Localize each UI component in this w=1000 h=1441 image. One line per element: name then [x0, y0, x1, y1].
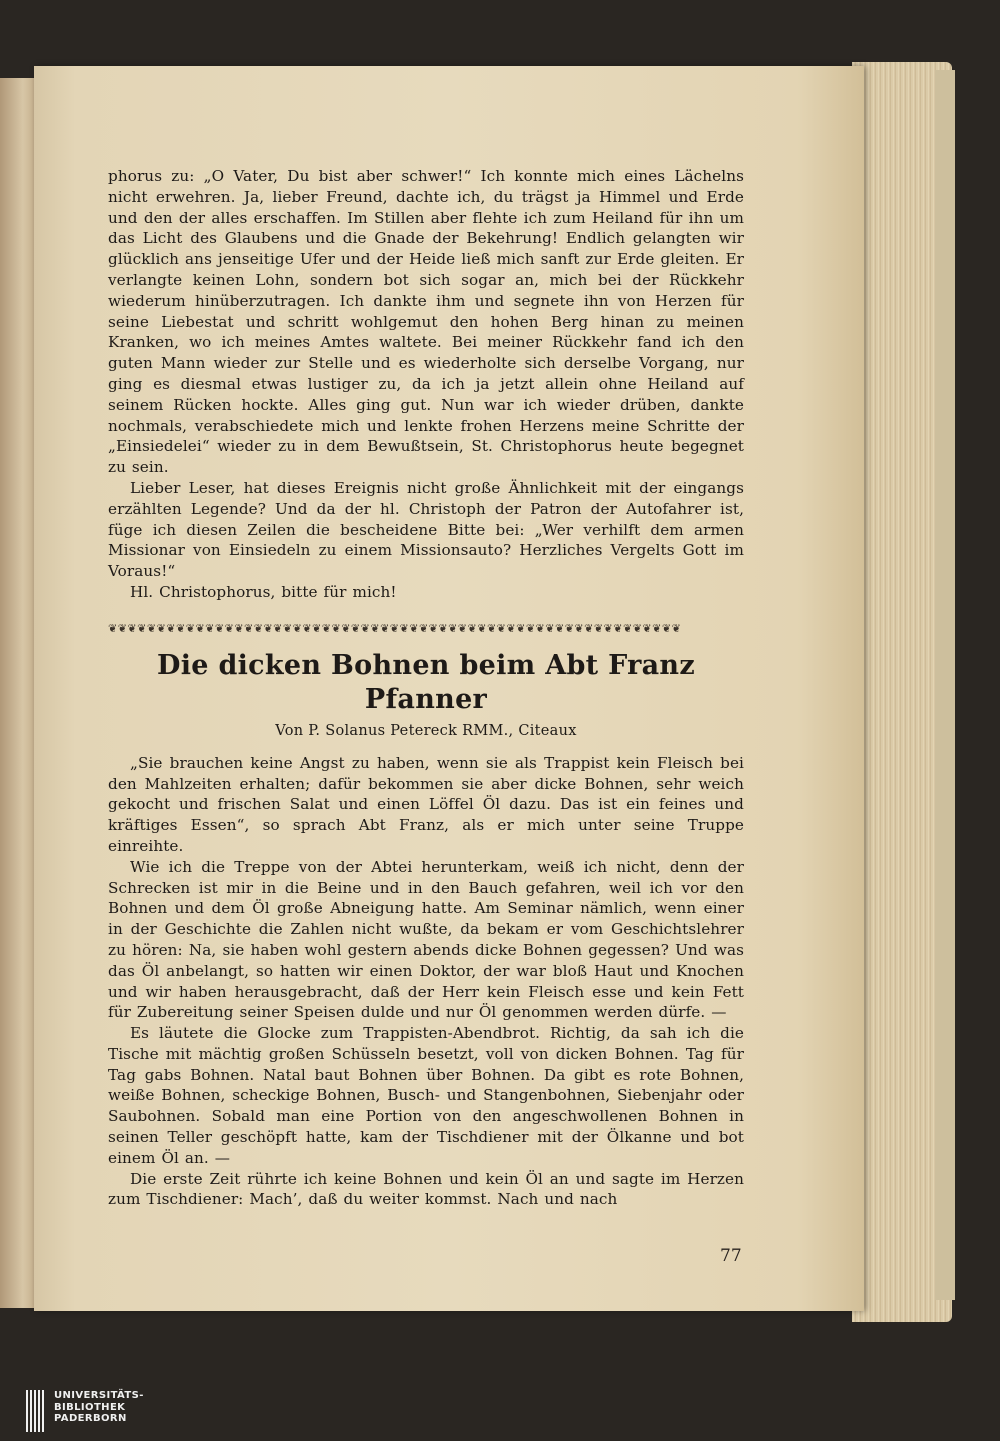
library-name — [54, 1390, 144, 1425]
paragraph: Die erste Zeit rührte ich keine Bohnen und kein Öl an und sagte im Herzen zum Tischdiener: Mach’, daß du weiter kommst. Nach und nach — [108, 1169, 744, 1209]
library-logo-icon — [26, 1390, 46, 1432]
book-page — [34, 66, 864, 1311]
library-name-line: UNIVERSITÄTS- — [54, 1390, 144, 1401]
paragraph: Es läutete die Glocke zum Trappisten-Abendbrot. Richtig, da sah ich die Tische mit mächtig großen Schüsseln besetzt, voll von dicken Bohnen. Tag für Tag gabs Bohnen. Natal baut Bohnen über Bohnen. Da gibt es rote Bohnen, weiße Bohnen, scheckige Bohnen, Busch- und Stangenbohnen, Siebenjahr oder Saubohnen. Sobald man eine Portion von den angeschwollenen Bohnen in seinen Teller geschöpft hatte, kam der Tischdiener mit der Ölkanne und bot einem Öl an. — — [108, 1024, 744, 1167]
book-cover-edge — [935, 70, 955, 1300]
library-name-line: PADERBORN — [54, 1413, 127, 1424]
paragraph: Wie ich die Treppe von der Abtei herunterkam, weiß ich nicht, denn der Schrecken ist mir in die Beine und in den Bauch gefahren, weil ich vor den Bohnen und dem Öl große Abneigung hatte. Am Seminar nämlich, wenn einer in der Geschichte die Zahlen nicht wußte, da bekam er vom Geschichtslehrer zu hören: Na, sie haben wohl gestern abends dicke Bohnen gegessen? Und was das Öl anbelangt, so hatten wir einen Doktor, der war bloß Haut und Knochen und wir haben herausgebracht, daß der Herr kein Fleisch esse und kein Fett für Zubereitung seiner Speisen dulde und nur Öl genommen werden dürfe. — — [108, 857, 744, 1022]
paragraph: Hl. Christophorus, bitte für mich! — [130, 582, 397, 601]
paragraph: phorus zu: „O Vater, Du bist aber schwer!“ Ich konnte mich eines Lächelns nicht erwehren. Ja, lieber Freund, dachte ich, du trägst ja Himmel und Erde und den der alles erschaffen. Im Stillen aber flehte ich zum Heiland für ihn um das Licht des Glaubens und die Gnade der Bekehrung! Endlich gelangten wir glücklich ans jenseitige Ufer und der Heide ließ mich sanft zur Erde gleiten. Er verlangte keinen Lohn, sondern bot sich sogar an, mich bei der Rückkehr wiederum hinüberzutragen. Ich dankte ihm und segnete ihn von Herzen für seine Liebestat und schritt wohlgemut den hohen Berg hinan zu meinen Kranken, wo ich meines Amtes waltete. Bei meiner Rückkehr fand ich den guten Mann wieder zur Stelle und es wiederholte sich derselbe Vorgang, nur ging es diesmal etwas lustiger zu, da ich ja jetzt allein ohne Heiland auf seinem Rücken hockte. Alles ging gut. Nun war ich wieder drüben, dankte nochmals, verabschiedete mich und lenkte frohen Herzens meine Schritte der „Einsiedelei“ wieder zu in dem Bewußtsein, St. Christophorus heute begegnet zu sein. — [108, 167, 744, 477]
paragraph: Lieber Leser, hat dieses Ereignis nicht große Ähnlichkeit mit der eingangs erzählten Legende? Und da der hl. Christoph der Patron der Autofahrer ist, füge ich diesen Zeilen die bescheidene Bitte bei: „Wer verhilft dem armen Missionar von Einsiedeln zu einem Missionsauto? Herzliches Vergelts Gott im Voraus!“ — [108, 478, 744, 581]
article-title: Die dicken Bohnen beim Abt Franz Pfanner — [157, 649, 695, 715]
article-byline: Von P. Solanus Petereck RMM., Citeaux — [275, 722, 577, 739]
page-content — [108, 166, 744, 1210]
library-name-line: BIBLIOTHEK — [54, 1401, 126, 1413]
library-logo — [26, 1390, 144, 1432]
ornament-divider: ❦❦❦❦❦❦❦❦❦❦❦❦❦❦❦❦❦❦❦❦❦❦❦❦❦❦❦❦❦❦❦❦❦❦❦❦❦❦❦❦❦❦❦❦❦❦❦❦❦❦❦❦❦❦❦❦❦❦❦ — [108, 622, 682, 635]
paragraph: „Sie brauchen keine Angst zu haben, wenn sie als Trappist kein Fleisch bei den Mahlzeiten erhalten; dafür bekommen sie aber dicke Bohnen, sehr weich gekocht und frischen Salat und einen Löffel Öl dazu. Das ist ein feines und kräftiges Essen“, so sprach Abt Franz, als er mich unter seine Truppe einreihte. — [108, 753, 744, 855]
page-number: 77 — [720, 1246, 742, 1266]
left-page-edge — [0, 78, 38, 1308]
